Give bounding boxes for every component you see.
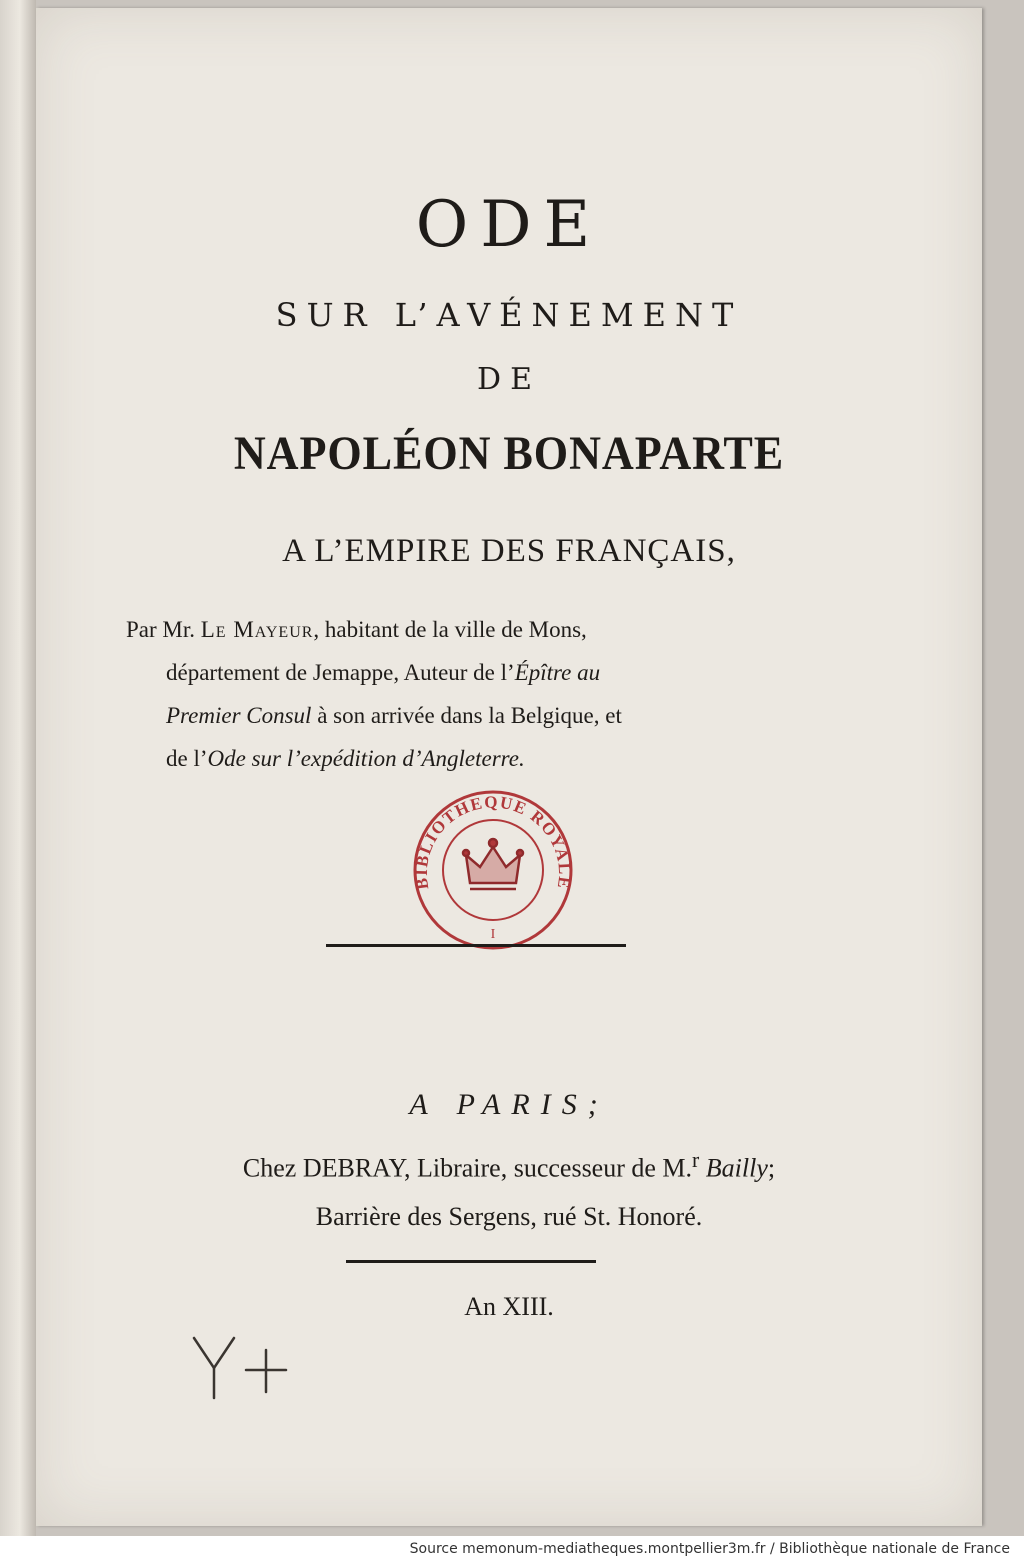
author-line-4: de l’Ode sur l’expédition d’Angleterre. <box>166 746 525 771</box>
library-stamp <box>398 785 588 955</box>
crown-icon <box>463 839 523 889</box>
title-page <box>36 8 982 1526</box>
publication-year: An XIII. <box>464 1292 554 1321</box>
previous-page-edge <box>0 0 36 1536</box>
author-name: Le Mayeur <box>200 617 314 642</box>
stamp-text: BIBLIOTHEQUE ROYALE <box>411 792 575 891</box>
author-line-1: Par Mr. Le Mayeur, habitant de la ville de Mons, <box>126 617 587 642</box>
divider-rule <box>326 944 626 947</box>
publisher-line-1: Chez DEBRAY, Libraire, successeur de M.$^r$ Bailly; <box>242 1148 776 1183</box>
subtitle-avenement: SUR L’AVÉNEMENT <box>275 296 743 334</box>
source-attribution: Source memonum-mediatheques.montpellier3m.fr / Bibliothèque nationale de France <box>409 1541 1010 1557</box>
author-line-2: département de Jemappe, Auteur de l’Épître au <box>166 660 601 685</box>
author-line-3: Premier Consul à son arrivée dans la Belgique, et <box>166 703 622 728</box>
svg-text:I: I <box>490 927 496 942</box>
author-statement <box>126 608 826 780</box>
subtitle-de: DE <box>477 362 541 397</box>
publisher-line-2: Barrière des Sergens, rué St. Honoré. <box>315 1202 703 1231</box>
place-of-publication: A PARIS; <box>409 1088 609 1121</box>
divider-rule <box>346 1260 596 1263</box>
subtitle-empire: A L’EMPIRE DES FRANÇAIS, <box>282 533 736 569</box>
shelfmark-handwritten <box>186 1328 296 1408</box>
title: ODE <box>415 188 603 262</box>
subject-name: NAPOLÉON BONAPARTE <box>233 427 785 480</box>
